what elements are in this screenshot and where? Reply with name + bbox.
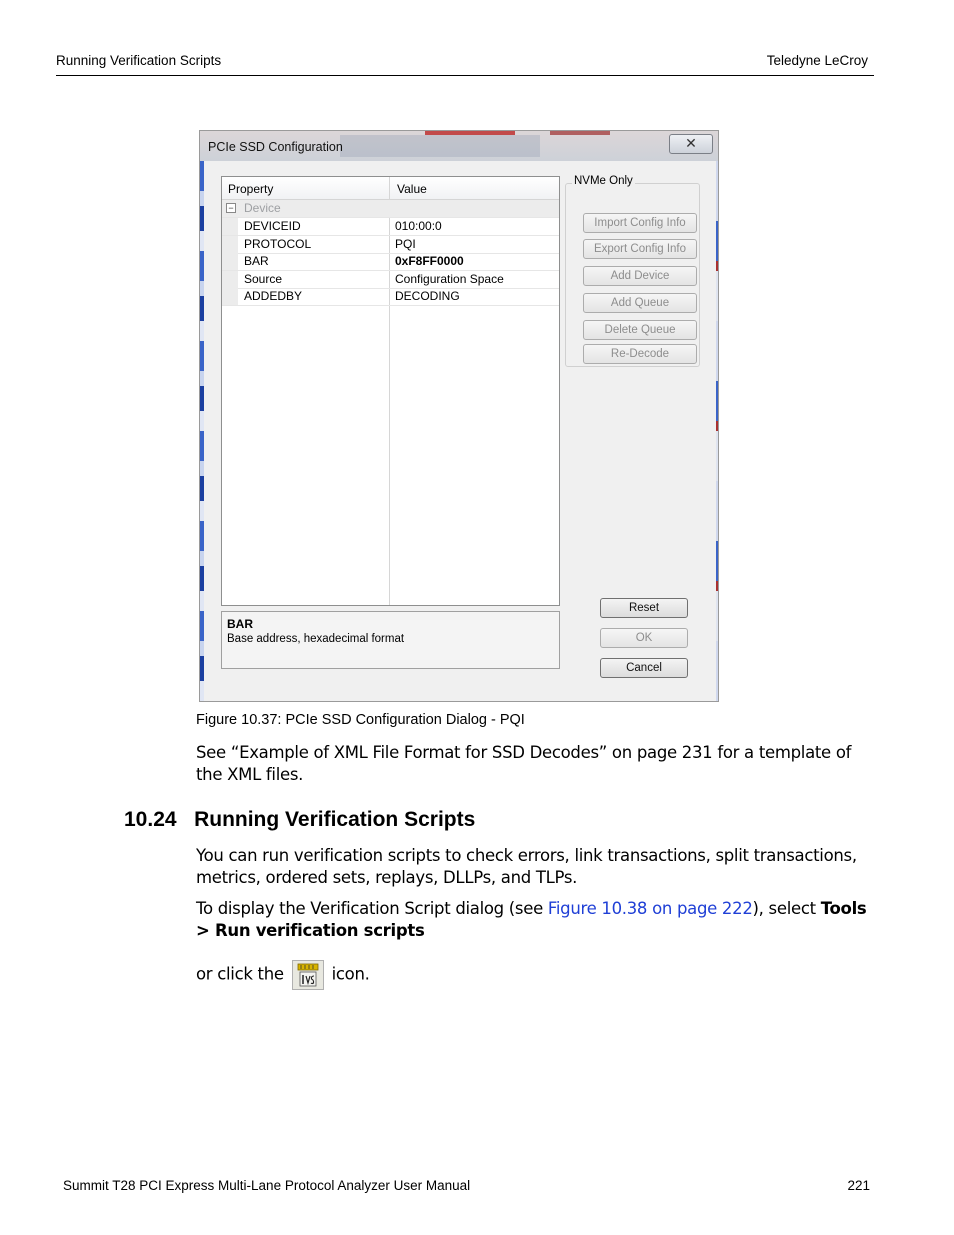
page-number: 221	[847, 1178, 870, 1193]
dialog-title: PCIe SSD Configuration	[208, 140, 343, 154]
re-decode-button[interactable]: Re-Decode	[583, 344, 697, 364]
click-icon-paragraph: or click the icon.	[196, 960, 876, 990]
description-text: Base address, hexadecimal format	[227, 633, 405, 645]
column-value[interactable]: Value	[397, 182, 427, 196]
ssd-config-dialog	[199, 130, 719, 702]
header-right: Teledyne LeCroy	[766, 53, 868, 68]
export-config-button[interactable]: Export Config Info	[583, 239, 697, 259]
reset-button[interactable]: Reset	[600, 598, 688, 618]
header-rule	[56, 75, 874, 76]
section-heading	[124, 808, 475, 832]
header-left: Running Verification Scripts	[56, 53, 222, 68]
description-pane	[221, 611, 560, 669]
menu-path: Tools > Run verification scripts	[196, 899, 867, 940]
property-grid[interactable]	[221, 176, 560, 606]
section-title: Running Verification Scripts	[194, 808, 476, 831]
table-row[interactable]: Source Configuration Space	[222, 271, 559, 289]
add-device-button[interactable]: Add Device	[583, 266, 697, 286]
figure-link[interactable]: Figure 10.38 on page 222	[547, 899, 753, 918]
figure-caption: Figure 10.37: PCIe SSD Configuration Dialog - PQI	[196, 712, 525, 728]
see-reference-paragraph: See “Example of XML File Format for SSD Decodes” on page 231 for a template of the XML files.	[196, 743, 852, 784]
grid-header	[222, 177, 559, 200]
section-number: 10.24	[124, 808, 177, 831]
cancel-button[interactable]: Cancel	[600, 658, 688, 678]
collapse-icon[interactable]: −	[226, 203, 236, 213]
nvme-group-label: NVMe Only	[574, 175, 633, 187]
footer-left: Summit T28 PCI Express Multi-Lane Protocol Analyzer User Manual	[63, 1178, 471, 1193]
table-row[interactable]: DEVICEID 010:00:0	[222, 218, 559, 236]
description-title: BAR	[227, 617, 253, 631]
category-row-device[interactable]: − Device	[222, 200, 559, 218]
close-icon[interactable]: ✕	[669, 134, 713, 154]
verification-script-tool-icon	[292, 960, 324, 990]
table-row[interactable]: PROTOCOL PQI	[222, 236, 559, 254]
table-row-selected[interactable]: BAR 0xF8FF0000	[222, 253, 559, 271]
ok-button[interactable]: OK	[600, 628, 688, 648]
display-paragraph: To display the Verification Script dialog (see Figure 10.38 on page 222), select Tools > Run verification scripts	[196, 899, 867, 940]
table-row[interactable]: ADDEDBY DECODING	[222, 288, 559, 306]
add-queue-button[interactable]: Add Queue	[583, 293, 697, 313]
delete-queue-button[interactable]: Delete Queue	[583, 320, 697, 340]
intro-paragraph: You can run verification scripts to check errors, link transactions, split transactions, metrics, ordered sets, replays, DLLPs, and TLPs.	[196, 846, 857, 887]
column-property[interactable]: Property	[228, 182, 274, 196]
import-config-button[interactable]: Import Config Info	[583, 213, 697, 233]
